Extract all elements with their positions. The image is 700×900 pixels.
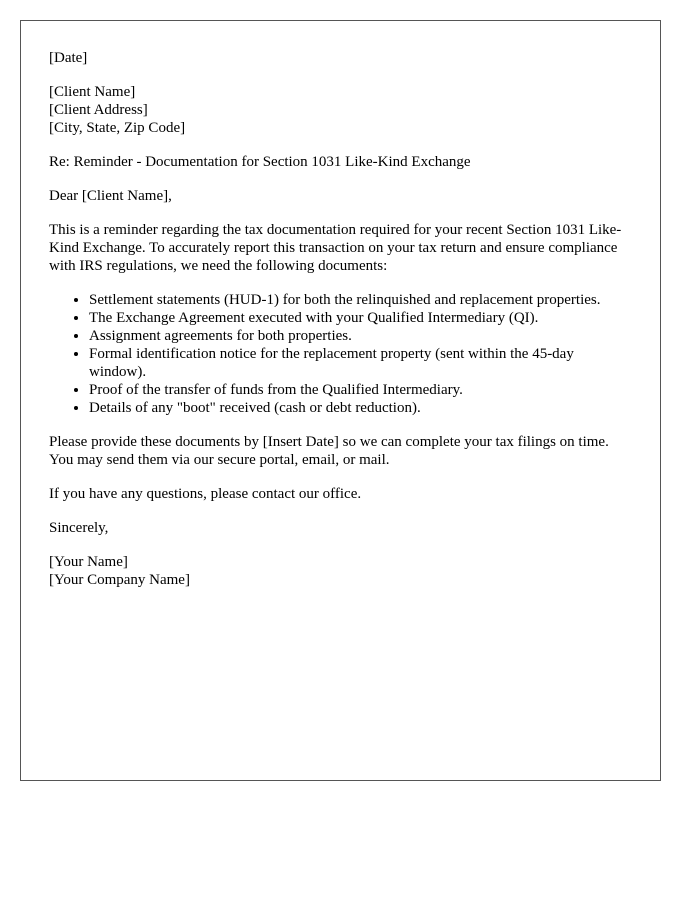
- list-item: • The Exchange Agreement executed with your Qualified Intermediary (QI).: [89, 309, 632, 327]
- closing: Sincerely,: [49, 520, 109, 536]
- documents-list: [49, 291, 632, 417]
- list-item: • Details of any "boot" received (cash or debt reduction).: [89, 399, 632, 417]
- recipient-address: [Client Address]: [49, 102, 148, 118]
- subject-line: Re: Reminder - Documentation for Section 1031 Like-Kind Exchange: [49, 154, 471, 170]
- sender-company: [Your Company Name]: [49, 572, 190, 588]
- recipient-block: [49, 83, 632, 137]
- salutation: Dear [Client Name],: [49, 188, 172, 204]
- recipient-city-state-zip: [City, State, Zip Code]: [49, 120, 186, 136]
- intro-paragraph: This is a reminder regarding the tax documentation required for your recent Section 1031 Like-Kind Exchange. To accurately report this transaction on your tax return and ensure compliance with IRS regulations, we need the following documents:: [49, 222, 622, 274]
- letter-page: [20, 20, 661, 781]
- recipient-name: [Client Name]: [49, 84, 136, 100]
- sender-name: [Your Name]: [49, 554, 128, 570]
- questions-paragraph: If you have any questions, please contact our office.: [49, 486, 362, 502]
- deadline-paragraph: Please provide these documents by [Insert Date] so we can complete your tax filings on time. You may send them via our secure portal, email, or mail.: [49, 434, 609, 468]
- list-item: • Formal identification notice for the replacement property (sent within the 45-day window).: [89, 345, 632, 381]
- list-item: • Assignment agreements for both properties.: [89, 327, 632, 345]
- list-item: • Settlement statements (HUD-1) for both the relinquished and replacement properties.: [89, 291, 632, 309]
- signature-block: [49, 553, 632, 589]
- letter-date: [Date]: [49, 50, 88, 66]
- list-item: • Proof of the transfer of funds from the Qualified Intermediary.: [89, 381, 632, 399]
